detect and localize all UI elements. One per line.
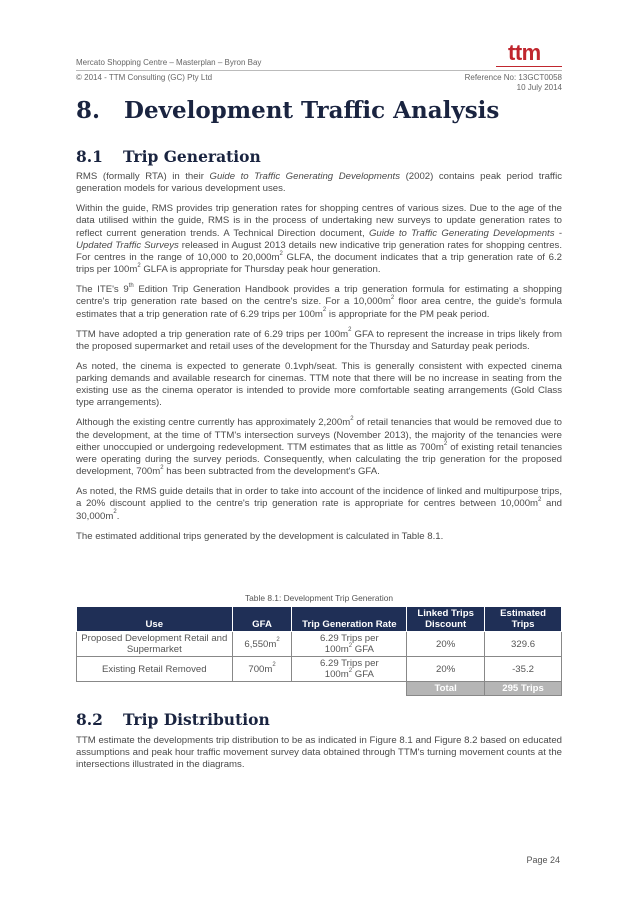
column-header: Use [77, 607, 233, 632]
paragraph: The estimated additional trips generated by the development is calculated in Table 8.1. [76, 530, 444, 542]
section-body-trip-generation [76, 171, 562, 551]
section-title: Trip Distribution [123, 710, 270, 729]
chapter-title: Development Traffic Analysis [124, 97, 500, 124]
paragraph: As noted, the cinema is expected to generate 0.1vph/seat. This is generally consistent with expected cinema parking demands and available research for cinemas. TTM note that there will be no increase in seating from the existing use as the cinema operator is intended to provide more comfortable seating arrangements (Gold Class type arrangements). [76, 360, 562, 409]
cell-trips: 329.6 [485, 632, 562, 657]
section-heading-trip-distribution [76, 710, 270, 729]
trip-generation-table [76, 606, 562, 696]
logo-underline [496, 66, 562, 67]
table-header-row [77, 607, 562, 632]
cell-use: Existing Retail Removed [77, 657, 233, 682]
reference-number: Reference No: 13GCT0058 [464, 73, 562, 82]
page-number: Page 24 [526, 855, 560, 865]
section-title: Trip Generation [123, 147, 261, 166]
column-header: Estimated Trips [485, 607, 562, 632]
paragraph: TTM have adopted a trip generation rate of 6.29 trips per $100m^2$ GFA to represent the increase in trips likely from the proposed supermarket and retail uses of the development for the Thursday and Saturday peak periods. [76, 327, 562, 352]
reference-date: 10 July 2014 [516, 83, 562, 92]
paragraph: TTM estimate the developments trip distribution to be as indicated in Figure 8.1 and Figure 8.2 based on educated assumptions and peak hour traffic movement survey data obtained through TTM's turning movement counts at the intersections illustrated in the diagrams. [76, 735, 562, 771]
cell-gfa: $6,550m^2$ [232, 632, 292, 657]
section-body-trip-distribution [76, 735, 562, 779]
cell-discount: 20% [407, 632, 485, 657]
paragraph: Although the existing centre currently has approximately $2,200m^2$ of retail tenancies that would be removed due to the development, at the time of TTM's intersection surveys (November 2013), the majority of the tenancies were either unoccupied or undergoing redevelopment. TTM estimates that as little as $700m^2$ of existing retail tenancies were operating during the survey periods. Consequently, when calculating the trip generation for the proposed development, $700m^2$ has been subtracted from the development's GFA. [76, 416, 563, 478]
column-header: GFA [232, 607, 292, 632]
section-number: 8.1 [76, 147, 103, 166]
ttm-logo: ttm [508, 40, 541, 65]
paragraph: The ITE's 9th Edition Trip Generation Handbook provides a trip generation formula for estimating a shopping centre's trip generation rate based on the centre's size. For a $10,000m^2$ floor area centre, the guide's formula estimates that a trip generation rate of 6.29 trips per $100m^2$ is appropriate for the PM peak period. [76, 283, 562, 320]
paragraph: Within the guide, RMS provides trip generation rates for shopping centres of various sizes. Due to the age of the data utilised within the guide, RMS is in the process of undertaking new surveys to update generation rates to reflect current generation trends. A Technical Direction document, Guide to Traffic Generating Developments - Updated Traffic Surveys released in August 2013 details new indicative trip generation rates for shopping centres. For centres in the range of 10,000 to $20,000m^2$ GLFA, the document indicates that a trip generation rate of 6.2 trips per $100m^2$ GLFA is appropriate for Thursday peak hour generation. [76, 203, 562, 276]
chapter-number: 8. [76, 97, 101, 124]
total-value: 295 Trips [485, 682, 562, 696]
section-heading-trip-generation [76, 147, 261, 166]
column-header: Trip Generation Rate [292, 607, 407, 632]
cell-gfa: $700m^2$ [232, 657, 292, 682]
cell-trips: -35.2 [485, 657, 562, 682]
table-total-row [77, 682, 562, 696]
cell-use: Proposed Development Retail and Supermarket [77, 632, 233, 657]
section-number: 8.2 [76, 710, 103, 729]
cell-discount: 20% [407, 657, 485, 682]
cell-rate: 6.29 Trips per $100m^2$ GFA [292, 657, 407, 682]
header-copyright: © 2014 - TTM Consulting (GC) Pty Ltd [76, 73, 213, 82]
header-document-title: Mercato Shopping Centre – Masterplan – Byron Bay [76, 58, 262, 67]
total-label: Total [407, 682, 485, 696]
header-divider [76, 70, 562, 71]
chapter-heading [76, 97, 499, 124]
paragraph: RMS (formally RTA) in their Guide to Traffic Generating Developments (2002) contains peak period traffic generation models for various development uses. [76, 171, 563, 195]
header-reference [465, 73, 562, 93]
column-header: Linked Trips Discount [407, 607, 485, 632]
cell-rate: 6.29 Trips per $100m^2$ GFA [292, 632, 407, 657]
paragraph: As noted, the RMS guide details that in order to take into account of the incidence of linked and multipurpose trips, a 20% discount applied to the centre's trip generation rate is appropriate for centres between $10,000m^2$ and $30,000m^2$. [76, 486, 562, 522]
table-caption: Table 8.1: Development Trip Generation [244, 593, 394, 603]
table-row [77, 632, 562, 657]
table-row [77, 657, 562, 682]
